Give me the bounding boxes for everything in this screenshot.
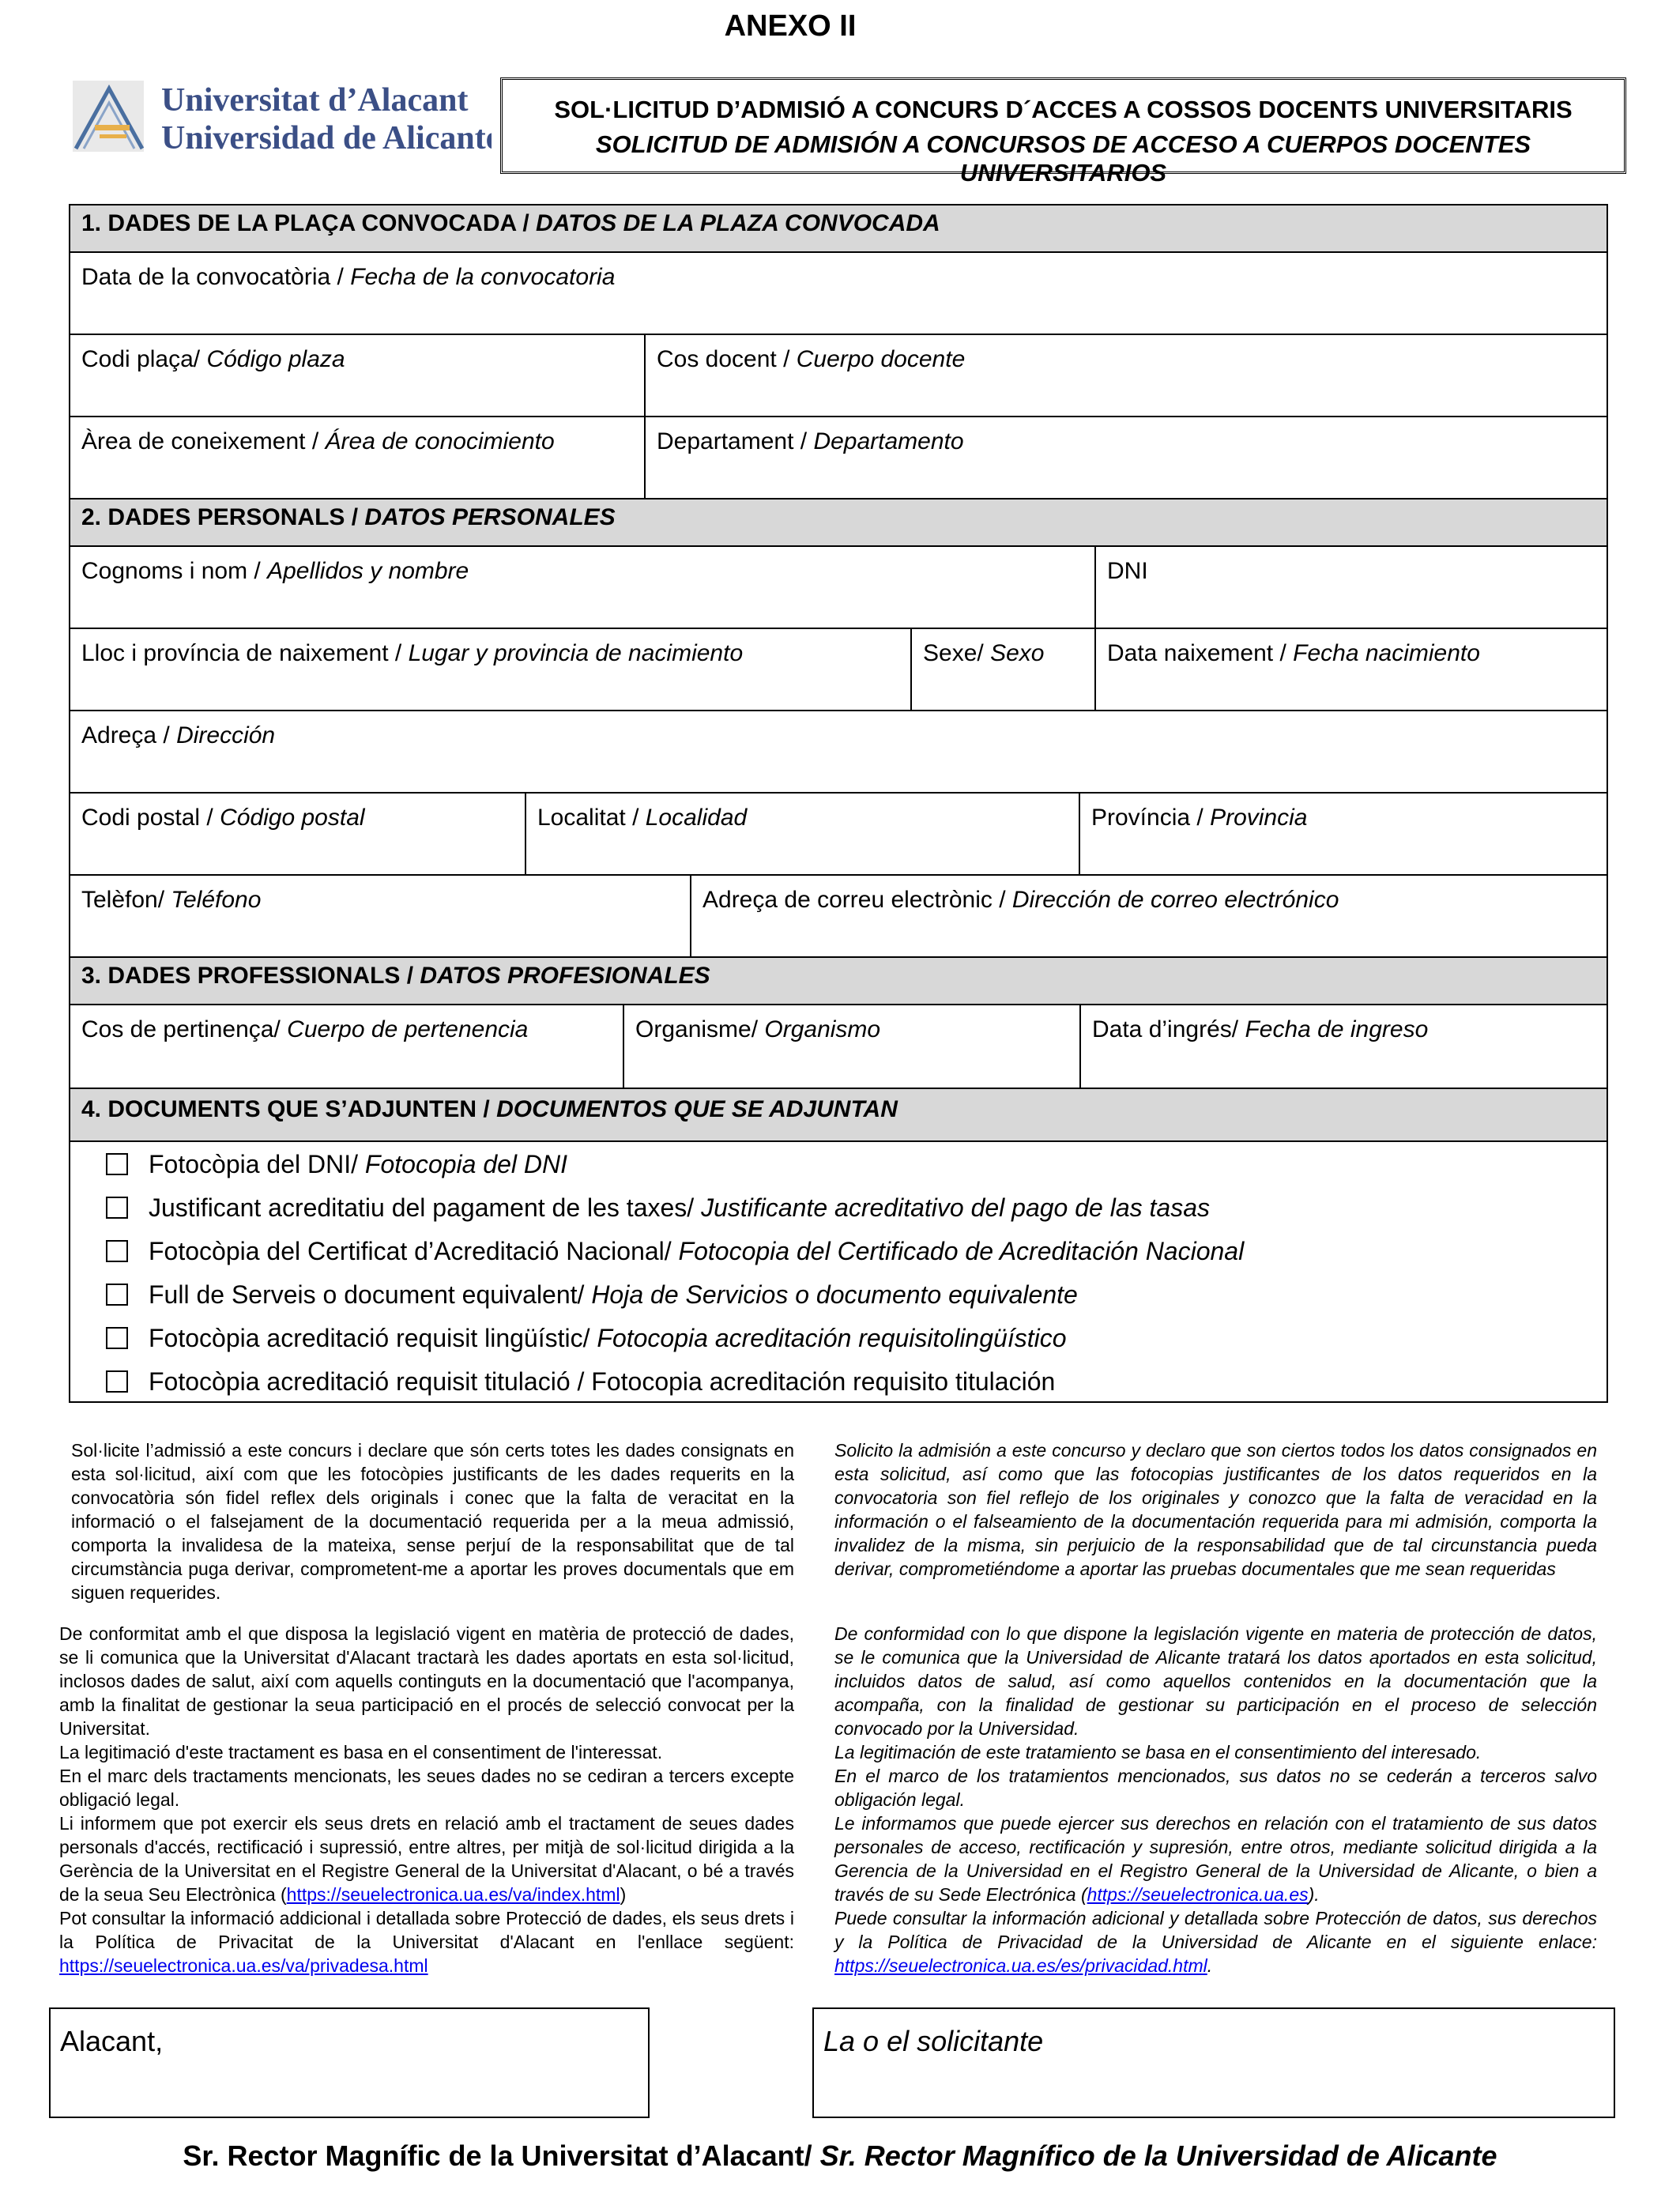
signature-applicant-box[interactable] (812, 2007, 1615, 2118)
checkbox[interactable] (106, 1370, 128, 1393)
form-title-es: SOLICITUD DE ADMISIÓN A CONCURSOS DE ACCESO A CUERPOS DOCENTES UNIVERSITARIOS (595, 130, 1531, 187)
field-codigo-plaza[interactable]: Codi plaça/ Código plaza (69, 334, 646, 417)
seu-link-val[interactable]: https://seuelectronica.ua.es/va/index.html (286, 1884, 620, 1905)
form-title-val: SOL·LICITUD D’ADMISIÓ A CONCURS D´ACCES A COSSOS DOCENTS UNIVERSITARIS (554, 96, 1573, 123)
field-telefono[interactable]: Telèfon/ Teléfono (69, 874, 691, 958)
field-codigo-postal[interactable]: Codi postal / Código postal (69, 792, 526, 876)
field-cuerpo-docente[interactable]: Cos docent / Cuerpo docente (644, 334, 1608, 417)
logo-text-es: Universidad de Alicante (161, 120, 492, 155)
section-1-header: 1. DADES DE LA PLAÇA CONVOCADA / DATOS DE LA PLAZA CONVOCADA (69, 204, 1608, 253)
field-organismo[interactable]: Organisme/ Organismo (623, 1004, 1081, 1089)
checkbox[interactable] (106, 1284, 128, 1306)
field-email[interactable]: Adreça de correu electrònic / Dirección de correo electrónico (690, 874, 1608, 958)
document-item[interactable]: Fotocòpia del Certificat d’Acreditació Nacional/ Fotocopia del Certificado de Acreditación Nacional (106, 1237, 1244, 1266)
field-fecha-convocatoria[interactable]: Data de la convocatòria / Fecha de la convocatoria (69, 251, 1608, 335)
document-item[interactable]: Justificant acreditatiu del pagament de les taxes/ Justificante acreditativo del pago de las tasas (106, 1193, 1210, 1223)
checkbox[interactable] (106, 1240, 128, 1262)
document-item[interactable]: Fotocòpia del DNI/ Fotocopia del DNI (106, 1150, 567, 1179)
section-4-header: 4. DOCUMENTS QUE S’ADJUNTEN / DOCUMENTOS QUE SE ADJUNTAN (69, 1088, 1608, 1142)
field-area-conocimiento[interactable]: Àrea de coneixement / Área de conocimiento (69, 416, 646, 499)
checkbox[interactable] (106, 1153, 128, 1175)
field-sexo[interactable]: Sexe/ Sexo (910, 628, 1096, 711)
document-item[interactable]: Fotocòpia acreditació requisit lingüístic/ Fotocopia acreditación requisitolingüístico (106, 1324, 1067, 1353)
logo-text-val: Universitat d’Alacant (161, 82, 469, 119)
document-item[interactable]: Full de Serveis o document equivalent/ Hoja de Servicios o documento equivalente (106, 1280, 1078, 1310)
declaration-es: Solicito la admisión a este concurso y declaro que son ciertos todos los datos consignados en esta solicitud, así como que las fotocopias justificantes de los datos requeridos en la convocatoria son fiel reflejo de los originales y conozco que la falta de veracidad en la información o el falseamiento de la documentación requerida para mi admisión, comporta la invalidez de la misma, sin perjuicio de la responsabilidad que de tal circunstancia pueda derivar, comprometiéndome a aportar las pruebas documentales que me sean requeridas (834, 1440, 1597, 1579)
field-cuerpo-pertenencia[interactable]: Cos de pertinença/ Cuerpo de pertenencia (69, 1004, 624, 1089)
form-title-box (500, 77, 1626, 187)
field-direccion[interactable]: Adreça / Dirección (69, 710, 1608, 794)
privacy-es: De conformidad con lo que dispone la legislación vigente en materia de protección de datos, se le comunica que la Universidad de Alicante tratará los datos aportados en esta solicitud, incluidos datos de salud, así como aquellos contenidos en la documentación que la acompaña, con la finalidad de gestionar su participación en el proceso de selección convocado por la Universidad. La legitimación de este tratamiento se basa en el consentimiento del interesado. En el marco de los tratamientos mencionados, sus datos no se cederán a terceros salvo obligación legal. Le informamos que puede ejercer sus derechos en relación con el tratamiento de sus datos personales de acceso, rectificación y supresión, entre otros, mediante solicitud dirigida a la Gerencia de la Universidad en el Registro General de la Universidad de Alicante, o bien a través de su Sede Electrónica (https://seuelectronica.ua.es). Puede consultar la información adicional y detallada sobre Protección de datos, sus derechos y la Política de Privacidad de la Universidad de Alicante en el siguiente enlace: https://seuelectronica.ua.es/es/privacidad.html. (834, 1623, 1597, 1976)
privacy-link-es[interactable]: https://seuelectronica.ua.es/es/privacidad.html (834, 1955, 1207, 1976)
signature-applicant-label: La o el solicitante (823, 2025, 1044, 2057)
checkbox[interactable] (106, 1197, 128, 1219)
checkbox[interactable] (106, 1327, 128, 1349)
section-2-header: 2. DADES PERSONALS / DATOS PERSONALES (69, 498, 1608, 547)
field-fecha-nacimiento[interactable]: Data naixement / Fecha nacimiento (1094, 628, 1608, 711)
university-logo (73, 79, 492, 155)
addressee-footer: Sr. Rector Magnífic de la Universitat d’Alacant/ Sr. Rector Magnífico de la Universidad de Alicante (183, 2139, 1497, 2172)
logo-emblem-icon (73, 79, 492, 155)
field-localidad[interactable]: Localitat / Localidad (525, 792, 1080, 876)
field-provincia[interactable]: Província / Provincia (1079, 792, 1608, 876)
documents-list (69, 1140, 1608, 1403)
field-fecha-ingreso[interactable]: Data d’ingrés/ Fecha de ingreso (1079, 1004, 1608, 1089)
field-apellidos-nombre[interactable]: Cognoms i nom / Apellidos y nombre (69, 545, 1096, 629)
document-item[interactable]: Fotocòpia acreditació requisit titulació / Fotocopia acreditación requisito titulación (106, 1367, 1055, 1397)
declaration-val: Sol·licite l’admissió a este concurs i declare que són certs totes les dades consignats en esta sol·licitud, així com que les fotocòpies justificants de les dades requerits en la convocatòria són fidel reflex dels originals i conec que la falta de veracitat en la informació o el falsejament de la documentació requerida per a la meua admissió, comporta la invalidesa de la mateixa, sense perjuí de la responsabilitat que de tal circumstància puga derivar, comprometent-me a aportar les proves documentals que em siguen requerides. (71, 1440, 794, 1603)
field-departamento[interactable]: Departament / Departamento (644, 416, 1608, 499)
annex-title: ANEXO II (724, 9, 857, 43)
field-lugar-nacimiento[interactable]: Lloc i província de naixement / Lugar y provincia de nacimiento (69, 628, 912, 711)
privacy-link-val[interactable]: https://seuelectronica.ua.es/va/privadesa.html (59, 1955, 428, 1976)
signature-place-box[interactable] (49, 2007, 650, 2118)
section-3-header: 3. DADES PROFESSIONALS / DATOS PROFESIONALES (69, 956, 1608, 1005)
privacy-val: De conformitat amb el que disposa la legislació vigent en matèria de protecció de dades, se li comunica que la Universitat d'Alacant tractarà les dades aportats en esta sol·licitud, inclosos dades de salut, així com aquells continguts en la documentació que l'acompanya, amb la finalitat de gestionar la seua participació en el procés de selecció convocat per la Universitat. La legitimació d'este tractament es basa en el consentiment de l'interessat. En el marc dels tractaments mencionats, les seues dades no se cediran a tercers excepte obligació legal. Li informem que pot exercir els seus drets en relació amb el tractament de seues dades personals d'accés, rectificació i supressió, entre altres, per mitjà de sol·licitud dirigida a la Gerència de la Universitat en el Registre General de la Universitat d'Alacant, o bé a través de la seua Seu Electrònica (https://seuelectronica.ua.es/va/index.html) Pot consultar la informació addicional i detallada sobre Protecció de dades, els seus drets i la Política de Privacitat de la Universitat d'Alacant en l'enllace següent: https://seuelectronica.ua.es/va/privadesa.html (59, 1623, 794, 1976)
field-dni[interactable]: DNI (1094, 545, 1608, 629)
signature-place-label: Alacant, (60, 2025, 164, 2057)
seu-link-es[interactable]: https://seuelectronica.ua.es (1087, 1884, 1309, 1905)
